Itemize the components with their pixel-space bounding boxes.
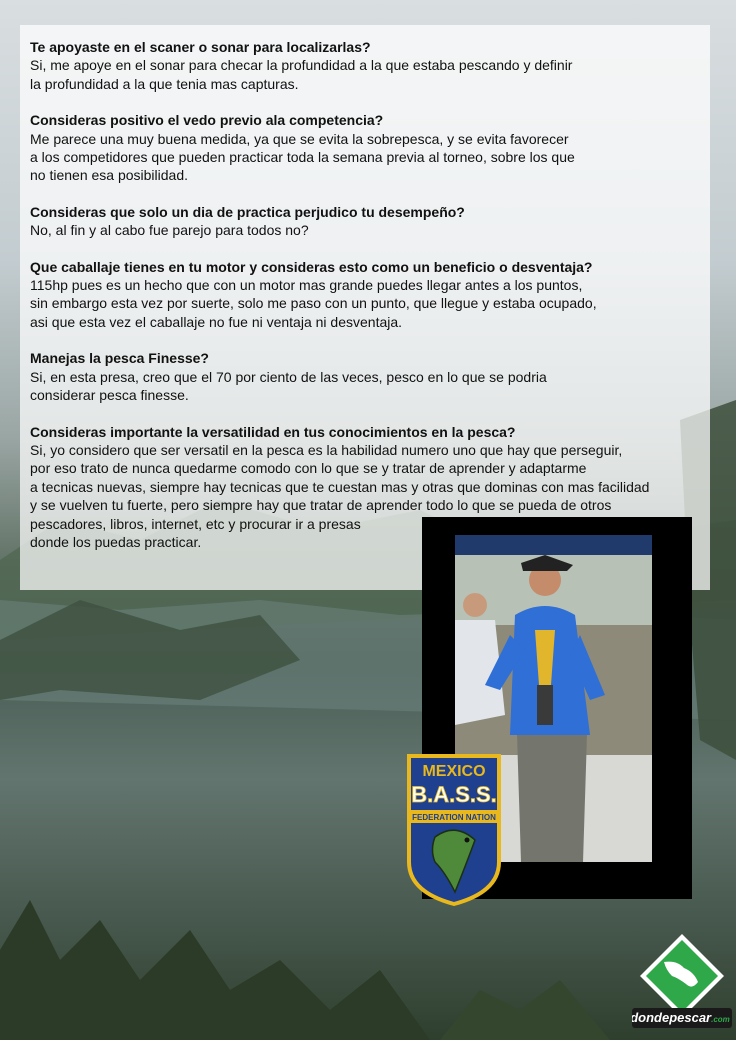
question: Manejas la pesca Finesse? [30, 350, 209, 367]
qa-item [30, 349, 710, 404]
answer: No, al fin y al cabo fue parejo para todos no? [30, 222, 309, 239]
answer: Si, yo considero que ser versatil en la pesca es la habilidad numero uno que hay que perseguir, por eso trato de nunca quedarme comodo con lo que se y tratar de aprender y adaptarme a tecnicas nuevas, siempre hay tecnicas que te cuestan mas y otras que dominas con mas facilidad y se vuelven tu fuerte, pero siempre hay que tratar de aprender todo lo que se pueda de otros pescadores, libros, internet, etc y procurar ir a presas donde los puedas practicar. [30, 441, 650, 550]
question: Consideras positivo el vedo previo ala competencia? [30, 112, 384, 129]
answer: Si, en esta presa, creo que el 70 por ciento de las veces, pesco en lo que se podria considerar pesca finesse. [30, 368, 547, 404]
qa-item [30, 258, 710, 332]
logo-text: dondepescar [632, 1010, 712, 1025]
question: Que caballaje tienes en tu motor y consideras esto como un beneficio o desventaja? [30, 258, 593, 275]
answer: 115hp pues es un hecho que con un motor mas grande puedes llegar antes a los puntos, sin embargo esta vez por suerte, solo me paso con un punto, que llegue y estaba ocupado, asi que esta vez el caballaje no fue ni ventaja ni desventaja. [30, 277, 597, 330]
bass-federation-badge [405, 752, 503, 907]
qa-item [30, 203, 710, 240]
qa-item [30, 38, 710, 93]
question: Te apoyaste en el scaner o sonar para localizarlas? [30, 39, 371, 55]
logo-suffix: .com [711, 1015, 730, 1024]
answer: Si, me apoye en el sonar para checar la profundidad a la que estaba pescando y definir la profundidad a la que tenia mas capturas. [30, 57, 573, 92]
answer: Me parece una muy buena medida, ya que se evita la sobrepesca, y se evita favorecer a los competidores que pueden practicar toda la semana previa al torneo, sobre los que no tienen esa posibilidad. [30, 130, 575, 184]
question: Consideras que solo un dia de practica perjudico tu desempeño? [30, 203, 465, 220]
question: Consideras importante la versatilidad en tus conocimientos en la pesca? [30, 423, 516, 440]
dondepescar-logo [632, 932, 732, 1032]
badge-middle-text: B.A.S.S. [411, 782, 497, 807]
badge-top-text: MEXICO [422, 763, 486, 780]
interview-qa-list [30, 38, 710, 569]
badge-band-text: FEDERATION NATION [412, 813, 496, 822]
qa-item [30, 111, 710, 185]
